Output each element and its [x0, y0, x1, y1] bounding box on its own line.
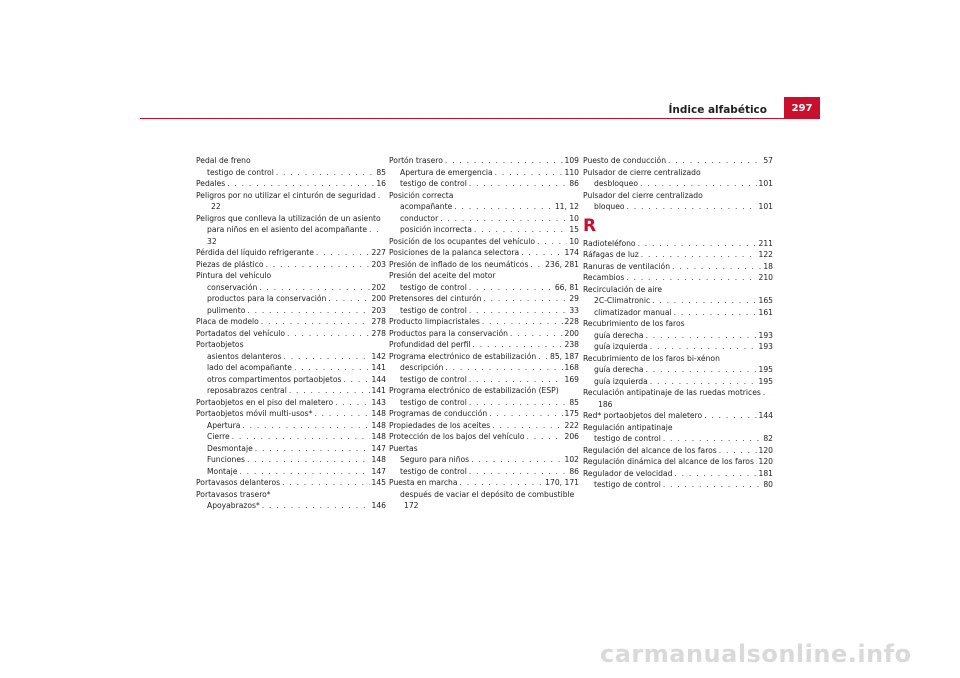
index-entry: Ranuras de ventilación . . . 18 — [583, 261, 773, 273]
index-entry: Seguro para niños . . . 102 — [389, 454, 579, 466]
index-heading: Regulación antipatinaje — [583, 422, 673, 432]
index-entry: testigo de control . . . 66, 81 — [389, 282, 579, 294]
index-entry: descripción . . . 168 — [389, 362, 579, 374]
index-entry: testigo de control . . . 85 — [196, 167, 386, 179]
index-column-2 — [389, 155, 579, 512]
index-heading: Recubrimiento de los faros — [583, 319, 685, 328]
index-entry: Ráfagas de luz . . . 122 — [583, 249, 773, 261]
index-entry: Recambios . . . 210 — [583, 272, 773, 284]
index-entry: Desmontaje . . . 147 — [196, 443, 386, 455]
index-entry: lado del acompañante . . . 141 — [196, 362, 386, 374]
index-entry: guía derecha . . . 193 — [583, 330, 773, 342]
index-heading: Peligros que conlleva la utilización de un asiento — [196, 213, 381, 223]
index-entry: Radioteléfono . . . 211 — [583, 238, 773, 250]
index-entry: testigo de control . . . 86 — [389, 178, 579, 190]
index-entry: testigo de control . . . 85 — [389, 397, 579, 409]
index-heading: Programa electrónico de estabilización (ESP) — [389, 386, 559, 395]
index-entry: Portón trasero . . . 109 — [389, 155, 579, 167]
index-entry: Programa electrónico de estabilización . . . 85, 187 — [389, 351, 579, 363]
index-entry: Propiedades de los aceites . . . 222 — [389, 420, 579, 432]
index-entry: productos para la conservación . . . 200 — [196, 293, 386, 305]
index-entry: Peligros por no utilizar el cinturón de seguridad . . . — [196, 190, 386, 202]
index-entry: Pretensores del cinturón . . . 29 — [389, 293, 579, 305]
index-entry: 2C-Climatronic . . . 165 — [583, 295, 773, 307]
index-column-1 — [196, 155, 386, 512]
index-entry: bloqueo . . . 101 — [583, 201, 773, 213]
index-entry: guía izquierda . . . 195 — [583, 376, 773, 388]
index-entry: guía derecha . . . 195 — [583, 364, 773, 376]
index-entry: Portaobjetos móvil multi-usos* . . . 148 — [196, 408, 386, 420]
index-entry: Red* portaobjetos del maletero . . . 144 — [583, 410, 773, 422]
page-title: Índice alfabético — [668, 104, 767, 116]
index-heading: Presión del aceite del motor — [389, 271, 496, 280]
watermark: carmanualsonline.info — [600, 640, 912, 668]
index-entry: Producto limpiacristales . . . 228 — [389, 316, 579, 328]
index-heading: Pintura del vehículo — [196, 271, 272, 280]
index-entry: testigo de control . . . 82 — [583, 433, 773, 445]
index-entry: Portaobjetos en el piso del maletero . . . 143 — [196, 397, 386, 409]
index-entry: Puesto de conducción . . . 57 — [583, 155, 773, 167]
index-heading: Recubrimiento de los faros bi-xénon — [583, 353, 720, 363]
index-page-ref: 186 — [598, 399, 613, 409]
index-entry: Apertura . . . 148 — [196, 420, 386, 432]
index-heading: Portaobjetos — [196, 340, 244, 349]
index-heading: Pulsador de cierre centralizado — [583, 167, 701, 177]
index-entry: Protección de los bajos del vehículo . . . 206 — [389, 431, 579, 443]
index-entry: para niños en el asiento del acompañante . . . — [196, 224, 386, 236]
index-entry: Posiciones de la palanca selectora . . . 174 — [389, 247, 579, 259]
index-page-ref: 172 — [404, 501, 419, 510]
index-entry: testigo de control . . . 86 — [389, 466, 579, 478]
index-entry: Regulador de velocidad . . . 181 — [583, 468, 773, 480]
index-entry: Placa de modelo . . . 278 — [196, 316, 386, 328]
index-heading: Posición correcta — [389, 190, 454, 200]
index-entry: Posición de los ocupantes del vehículo . . . 10 — [389, 236, 579, 248]
index-entry: conservación . . . 202 — [196, 282, 386, 294]
page-number: 297 — [784, 97, 820, 118]
index-heading: Pulsador del cierre centralizado — [583, 190, 703, 200]
index-entry: pulimento . . . 203 — [196, 305, 386, 317]
index-entry: Presión de inflado de los neumáticos . . . 236, 281 — [389, 259, 579, 271]
index-entry: Regulación dinámica del alcance de los faros . . . 120 — [583, 456, 773, 468]
index-page-ref: 22 — [211, 202, 221, 211]
index-column-3 — [583, 155, 773, 491]
index-entry: testigo de control . . . 33 — [389, 305, 579, 317]
index-entry: Pedales . . . 16 — [196, 178, 386, 190]
index-entry: Funciones . . . 148 — [196, 454, 386, 466]
index-entry: Apertura de emergencia . . . 110 — [389, 167, 579, 179]
index-entry: Programas de conducción . . . 175 — [389, 408, 579, 420]
index-entry: reposabrazos central . . . 141 — [196, 385, 386, 397]
index-entry: testigo de control . . . 80 — [583, 479, 773, 491]
index-entry: conductor . . . 10 — [389, 213, 579, 225]
index-entry: otros compartimentos portaobjetos . . . 144 — [196, 374, 386, 386]
header-rule — [140, 118, 820, 119]
index-letter-heading: R — [583, 215, 597, 236]
index-page-ref: 32 — [207, 236, 217, 246]
index-entry: Reculación antipatinaje de las ruedas motrices . . . — [583, 387, 773, 399]
index-entry: después de vaciar el depósito de combustible . . . — [389, 489, 579, 501]
index-entry: Apoyabrazos* . . . 146 — [196, 500, 386, 512]
index-heading: Portavasos trasero* — [196, 489, 271, 499]
index-heading: Puertas — [389, 443, 418, 453]
index-entry: acompañante . . . 11, 12 — [389, 201, 579, 213]
index-entry: Piezas de plástico . . . 203 — [196, 259, 386, 271]
index-entry: Regulación del alcance de los faros . . . 120 — [583, 445, 773, 457]
index-entry: Montaje . . . 147 — [196, 466, 386, 478]
index-entry: Pérdida del líquido refrigerante . . . 227 — [196, 247, 386, 259]
index-entry: Puesta en marcha . . . 170, 171 — [389, 477, 579, 489]
index-entry: desbloqueo . . . 101 — [583, 178, 773, 190]
index-heading: Recirculación de aire — [583, 284, 663, 294]
index-entry: Cierre . . . 148 — [196, 431, 386, 443]
index-entry: Portavasos delanteros . . . 145 — [196, 477, 386, 489]
index-entry: guía izquierda . . . 193 — [583, 341, 773, 353]
index-heading: Pedal de freno — [196, 156, 251, 165]
index-entry: Portadatos del vehículo . . . 278 — [196, 328, 386, 340]
index-entry: asientos delanteros . . . 142 — [196, 351, 386, 363]
index-entry: climatizador manual . . . 161 — [583, 307, 773, 319]
index-entry: Profundidad del perfil . . . 238 — [389, 339, 579, 351]
index-entry: Productos para la conservación . . . 200 — [389, 328, 579, 340]
index-entry: testigo de control . . . 169 — [389, 374, 579, 386]
index-entry: posición incorrecta . . . 15 — [389, 224, 579, 236]
